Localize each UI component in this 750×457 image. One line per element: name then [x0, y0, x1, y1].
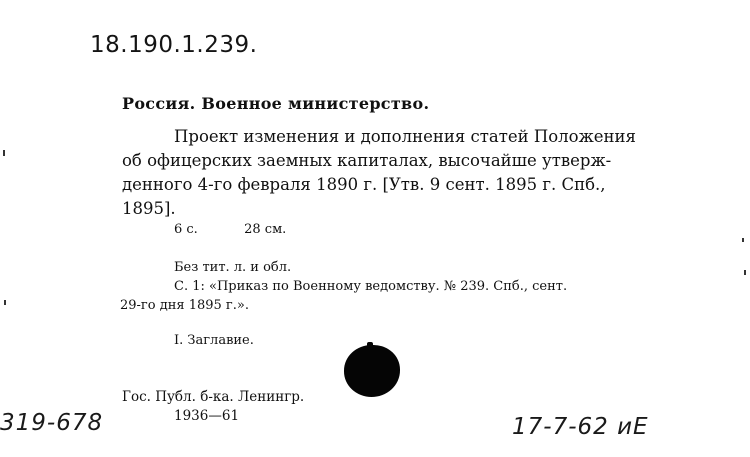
collation-pages: 6 с. — [174, 222, 198, 237]
ink-blot — [344, 345, 400, 397]
title-line: об офицерских заемных капиталах, высочайше утверж- — [122, 151, 612, 170]
scan-speck — [744, 270, 746, 275]
note-line: С. 1: «Приказ по Военному ведомству. № 239. Спб., сент. — [174, 279, 568, 294]
handwritten-number: 319-678 — [0, 410, 104, 436]
handwritten-date: 17-7-62 иЕ — [512, 414, 649, 440]
scan-speck — [742, 238, 744, 242]
subject-entry: I. Заглавие. — [174, 333, 254, 348]
scan-speck — [3, 150, 5, 156]
holding-library — [122, 388, 304, 426]
title-line: 1895]. — [122, 199, 176, 218]
ink-blot-tail — [367, 342, 373, 350]
title-description — [122, 125, 722, 221]
collation — [174, 220, 286, 239]
collation-size: 28 см. — [244, 222, 287, 237]
note-line: Без тит. л. и обл. — [174, 260, 292, 275]
scan-speck — [4, 300, 6, 305]
title-line: Проект изменения и дополнения статей Положения — [174, 127, 636, 146]
library-name: Гос. Публ. б-ка. Ленингр. — [122, 389, 305, 405]
notes-block — [120, 258, 720, 315]
note-line: 29-го дня 1895 г.». — [120, 298, 249, 313]
title-line: денного 4-го февраля 1890 г. [Утв. 9 сент. 1895 г. Спб., — [122, 175, 606, 194]
card-heading: Россия. Военное министерство. — [122, 94, 430, 113]
holding-years: 1936—61 — [174, 408, 240, 424]
call-number: 18.190.1.239. — [90, 32, 258, 58]
